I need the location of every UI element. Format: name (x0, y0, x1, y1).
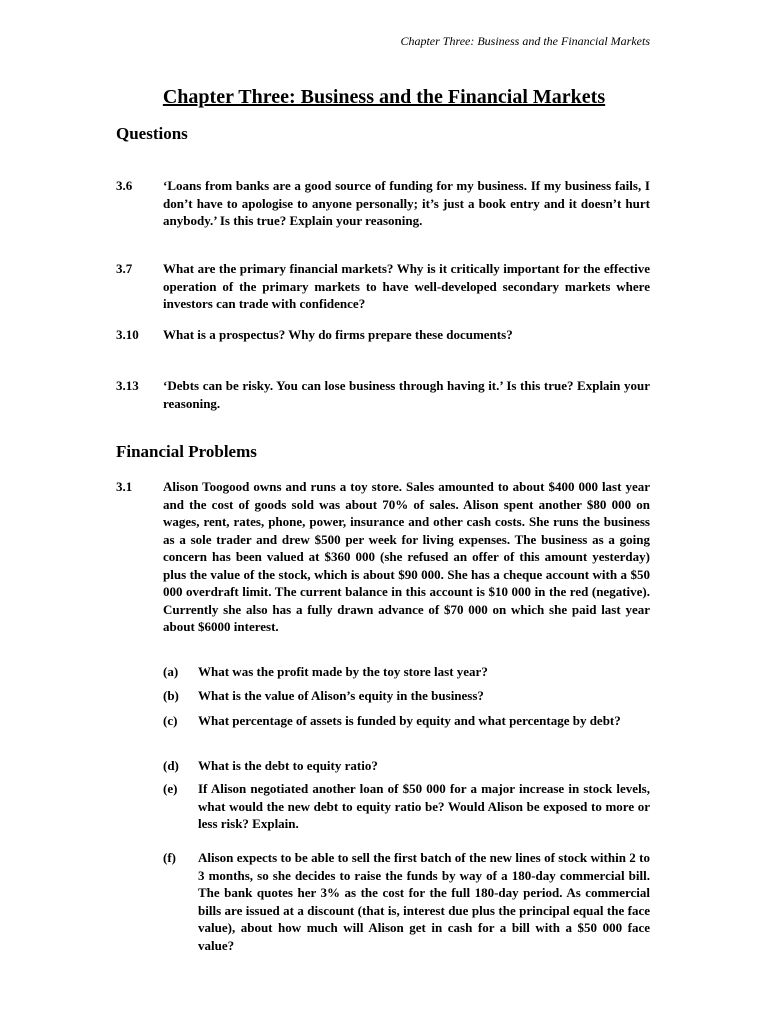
question-item (116, 326, 650, 344)
chapter-title: Chapter Three: Business and the Financial Markets (162, 86, 606, 108)
part-label: (d) (163, 758, 179, 773)
questions-heading: Questions (116, 124, 188, 143)
part-text: What was the profit made by the toy store last year? (198, 664, 488, 679)
question-text: ‘Debts can be risky. You can lose business through having it.’ Is this true? Explain your reasoning. (163, 378, 650, 411)
question-text: ‘Loans from banks are a good source of funding for my business. If my business fails, I don’t have to apologise to anyone personally; it’s just a book entry and it doesn’t hurt anybody.’ Is this true? Explain your reasoning. (163, 178, 650, 228)
part-label: (f) (163, 850, 176, 865)
part-text: Alison expects to be able to sell the first batch of the new lines of stock within 2 to 3 months, so she decides to raise the funds by way of a 180-day commercial bill. The bank quotes her 3% as the cost for the full 180-day period. As commercial bills are issued at a discount (that is, interest due plus the principal equal the face value), about how much will Alison get in cash for a bill with a $50 000 face value? (198, 850, 650, 953)
problem-item (116, 478, 650, 636)
question-item (116, 177, 650, 230)
part-label: (a) (163, 664, 179, 679)
problem-part (163, 849, 650, 954)
part-text: What percentage of assets is funded by equity and what percentage by debt? (198, 713, 621, 728)
question-number: 3.10 (116, 327, 139, 342)
question-text: What is a prospectus? Why do firms prepare these documents? (163, 327, 513, 342)
question-item (116, 260, 650, 313)
part-label: (c) (163, 713, 178, 728)
question-number: 3.6 (116, 178, 133, 193)
financial-problems-heading: Financial Problems (116, 442, 257, 461)
question-number: 3.13 (116, 378, 139, 393)
problem-part (163, 712, 650, 730)
problem-part (163, 663, 650, 681)
problem-part (163, 757, 650, 775)
question-item (116, 377, 650, 412)
part-text: If Alison negotiated another loan of $50 000 for a major increase in stock levels, what would the new debt to equity ratio be? Would Alison be exposed to more or less risk? Explain. (198, 781, 650, 831)
problem-part (163, 780, 650, 833)
part-label: (e) (163, 781, 178, 796)
problem-part (163, 687, 650, 705)
question-number: 3.7 (116, 261, 133, 276)
running-header: Chapter Three: Business and the Financial Markets (400, 34, 650, 48)
part-label: (b) (163, 688, 179, 703)
part-text: What is the debt to equity ratio? (198, 758, 378, 773)
problem-text: Alison Toogood owns and runs a toy store. Sales amounted to about $400 000 last year and the cost of goods sold was about 70% of sales. Alison spent another $80 000 on wages, rent, rates, phone, power, insurance and other cash costs. She runs the business as a sole trader and drew $500 per week for living expenses. The business as a going concern has been valued at $360 000 (she refused an offer of this amount yesterday) plus the value of the stock, which is about $90 000. She has a cheque account with a $50 000 overdraft limit. The current balance in this account is $10 000 in the red (negative). Currently she also has a fully drawn advance of $70 000 on which she paid last year about $6000 interest. (163, 479, 650, 634)
problem-number: 3.1 (116, 479, 133, 494)
part-text: What is the value of Alison’s equity in the business? (198, 688, 484, 703)
question-text: What are the primary financial markets? Why is it critically important for the effective operation of the primary markets to have well-developed secondary markets where investors can trade with confidence? (163, 261, 650, 311)
